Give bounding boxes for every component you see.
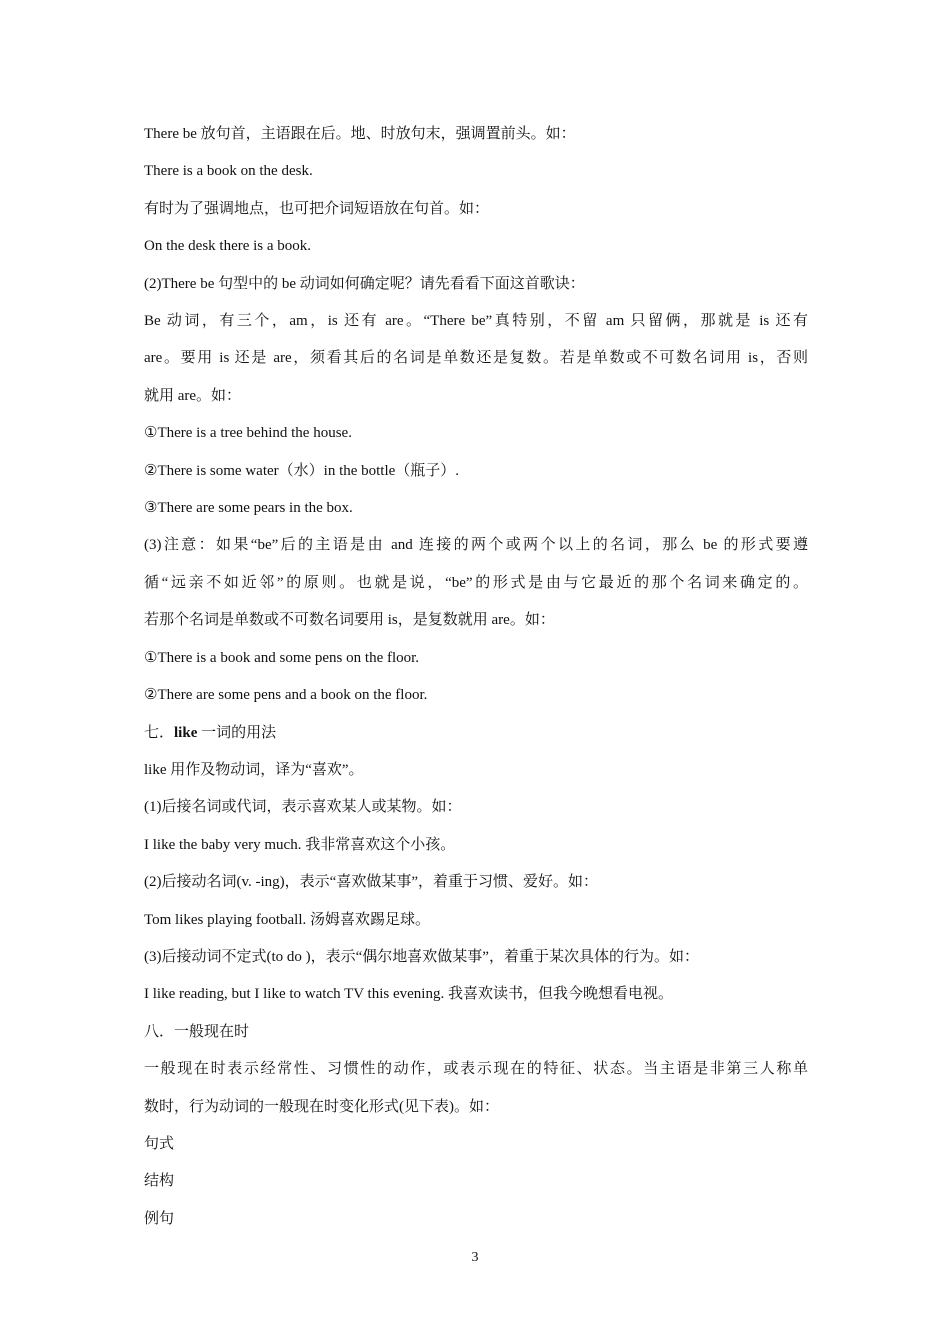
table-label: 例句 <box>144 1210 175 1227</box>
text-line: There be 放句首，主语跟在后。地、时放句末，强调置前头。如： <box>144 126 576 142</box>
text-line: 循“远亲不如近邻”的原则。也就是说，“be”的形式是由与它最近的那个名词来确定的。 <box>144 574 808 591</box>
text-line: Tom likes playing football. 汤姆喜欢踢足球。 <box>144 911 431 928</box>
text-line: I like the baby very much. 我非常喜欢这个小孩。 <box>144 836 456 853</box>
text-line: 数时，行为动词的一般现在时变化形式(见下表)。如： <box>144 1098 499 1115</box>
page-number: 3 <box>471 1250 479 1265</box>
text-line: On the desk there is a book. <box>144 238 312 255</box>
text-line: 就用 are。如： <box>144 387 242 404</box>
text-line: are。要用 is 还是 are，须看其后的名词是单数还是复数。若是单数或不可数名词用 is，否则 <box>144 350 808 367</box>
section-title-rest: 一词的用法 <box>197 724 277 741</box>
text-line: I like reading, but I like to watch TV this evening. 我喜欢读书，但我今晚想看电视。 <box>144 986 673 1003</box>
section-heading-present-tense: 八．一般现在时 <box>144 1023 250 1040</box>
page-content <box>144 116 808 1238</box>
text-line: like 用作及物动词，译为“喜欢”。 <box>144 761 364 778</box>
text-line: (3)注意：如果“be”后的主语是由 and 连接的两个或两个以上的名词，那么 be 的形式要遵 <box>144 537 808 554</box>
text-line: ②There are some pens and a book on the floor. <box>144 687 428 704</box>
text-line: ①There is a book and some pens on the floor. <box>144 649 420 666</box>
table-label: 句式 <box>144 1135 175 1152</box>
text-line: 有时为了强调地点，也可把介词短语放在句首。如： <box>144 200 490 217</box>
text-line: (2)后接动名词(v. -ing)，表示“喜欢做某事”，着重于习惯、爱好。如： <box>144 874 598 891</box>
text-line: ③There are some pears in the box. <box>144 500 353 517</box>
text-line: ②There is some water（水）in the bottle（瓶子）. <box>144 462 460 479</box>
text-line: There is a book on the desk. <box>144 163 313 180</box>
text-line: (3)后接动词不定式(to do )，表示“偶尔地喜欢做某事”，着重于某次具体的行为。如： <box>144 948 699 965</box>
text-line: (2)There be 句型中的 be 动词如何确定呢？请先看看下面这首歌诀： <box>144 275 585 292</box>
section-heading-like <box>144 715 808 752</box>
text-line: Be 动词，有三个，am，is 还有 are。“There be”真特别，不留 am 只留俩，那就是 is 还有 <box>144 313 808 330</box>
table-label: 结构 <box>144 1173 175 1190</box>
text-line: (1)后接名词或代词，表示喜欢某人或某物。如： <box>144 799 462 816</box>
section-keyword: like <box>174 724 198 741</box>
text-line: ①There is a tree behind the house. <box>144 425 352 442</box>
text-line: 若那个名词是单数或不可数名词要用 is，是复数就用 are。如： <box>144 612 555 629</box>
section-number: 七． <box>144 724 175 741</box>
text-line: 一般现在时表示经常性、习惯性的动作，或表示现在的特征、状态。当主语是非第三人称单 <box>144 1061 808 1078</box>
